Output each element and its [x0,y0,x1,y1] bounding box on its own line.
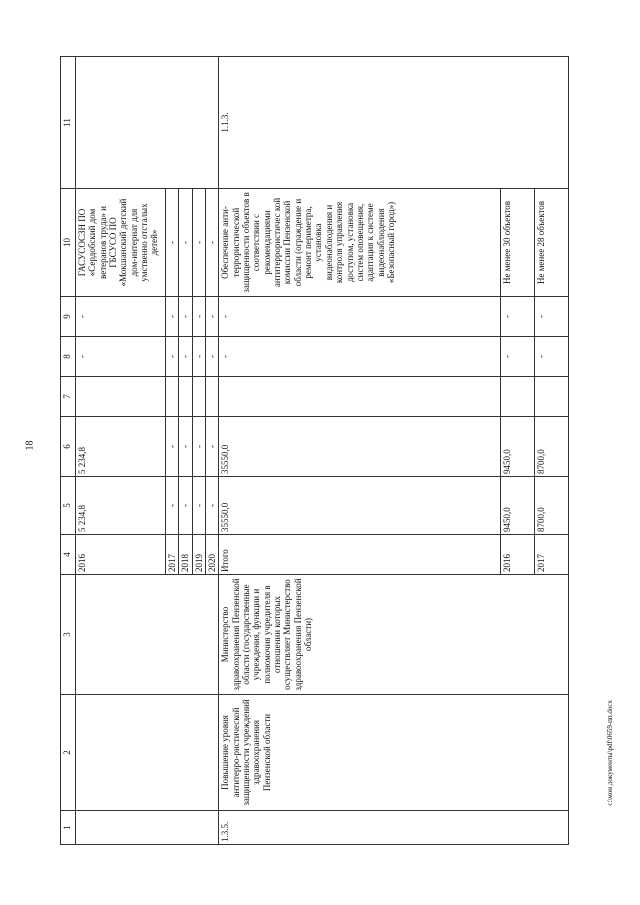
total-label: Итого [219,535,501,575]
year-cell: 2018 [179,535,192,575]
table-row: 2016 9450,0 9450,0 - - Не менее 30 объектов [501,57,535,845]
result-cell: Обеспечение анти-террористической защищенности объектов в соответствии с рекомендациями антитеррористичес кой комиссии Пензенской области (ограждение и ремонт периметра, установка видеонаблюдения и контроля управления доступом, установка систем оповещения, адаптация к системе видеонаблюдения «Безопасный город») [219,189,501,297]
year-cell: 2019 [192,535,205,575]
item-number: 1.3.5. [219,811,569,845]
col-header-3: 3 [61,575,76,695]
table-row: 2018 - - - - - [179,57,192,845]
table-row: 2019 - - - - - [192,57,205,845]
amount-cell: 5 234,8 [76,417,166,477]
year-cell: 2016 [76,535,166,575]
item-executor: Министерство здравоохранения Пензенской области (государственные учреждения, функции и полномочия учредителя в отношении которых осуществляет Министерство здравоохранения Пензенской области) [219,575,569,695]
table-row: 1.3.5. Повышение уровня антитерро-ристической защищенности учреждений здравоохранения Пензенской области Министерство здравоохранения Пензенской области (государственные учреждения, функции и полномочия учредителя в отношении которых осуществляет Министерство здравоохранения Пензенской области) Итого 35550,0 35550,0 - - Обеспечение анти-террористической защищенности объектов в соответствии с рекомендациями антитеррористичес кой комиссии Пензенской области (ограждение и ремонт периметра, установка видеонаблюдения и контроля управления доступом, установка систем оповещения, адаптация к системе видеонаблюдения «Безопасный город») 1.1.3. [219,57,501,845]
year-cell: 2020 [206,535,219,575]
indicator-ref: 1.1.3. [219,57,569,189]
table-row [76,57,166,845]
landscape-table-area [60,57,615,845]
col-header-10: 10 [61,189,76,297]
col-header-6: 6 [61,417,76,477]
year-cell: 2016 [501,535,535,575]
dash-cell: - [76,337,166,377]
col-header-2: 2 [61,695,76,811]
table-row: 2017 8700,0 8700,0 - - Не менее 28 объектов [535,57,569,845]
total-amount: 35550,0 [219,417,501,477]
col-header-1: 1 [61,811,76,845]
empty-cell [76,377,166,417]
footer-path: c:\мои документы\pdf\0659-пп.docx [606,700,614,806]
result-cell: ГАСУСОСЗН ПО «Сердобский дом ветеранов труда» и ГБСУСО ПО «Мокшанский детский дом-интернат для умственно отсталых детей» [76,189,166,297]
col-header-4: 4 [61,535,76,575]
col-header-7: 7 [61,377,76,417]
col-header-11: 11 [61,57,76,189]
dash-cell: - [76,297,166,337]
program-table [60,56,569,845]
table-row: 2020 - - - - - [206,57,219,845]
col-header-5: 5 [61,477,76,535]
year-cell: 2017 [535,535,569,575]
page-number: 18 [24,440,36,451]
amount-cell: 5 234,8 [76,477,166,535]
header-row [61,57,76,845]
total-amount: 35550,0 [219,477,501,535]
col-header-8: 8 [61,337,76,377]
item-name: Повышение уровня антитерро-ристической защищенности учреждений здравоохранения Пензенской области [219,695,569,811]
col-header-9: 9 [61,297,76,337]
table-row: 2017 - - - - - [166,57,179,845]
year-cell: 2017 [166,535,179,575]
